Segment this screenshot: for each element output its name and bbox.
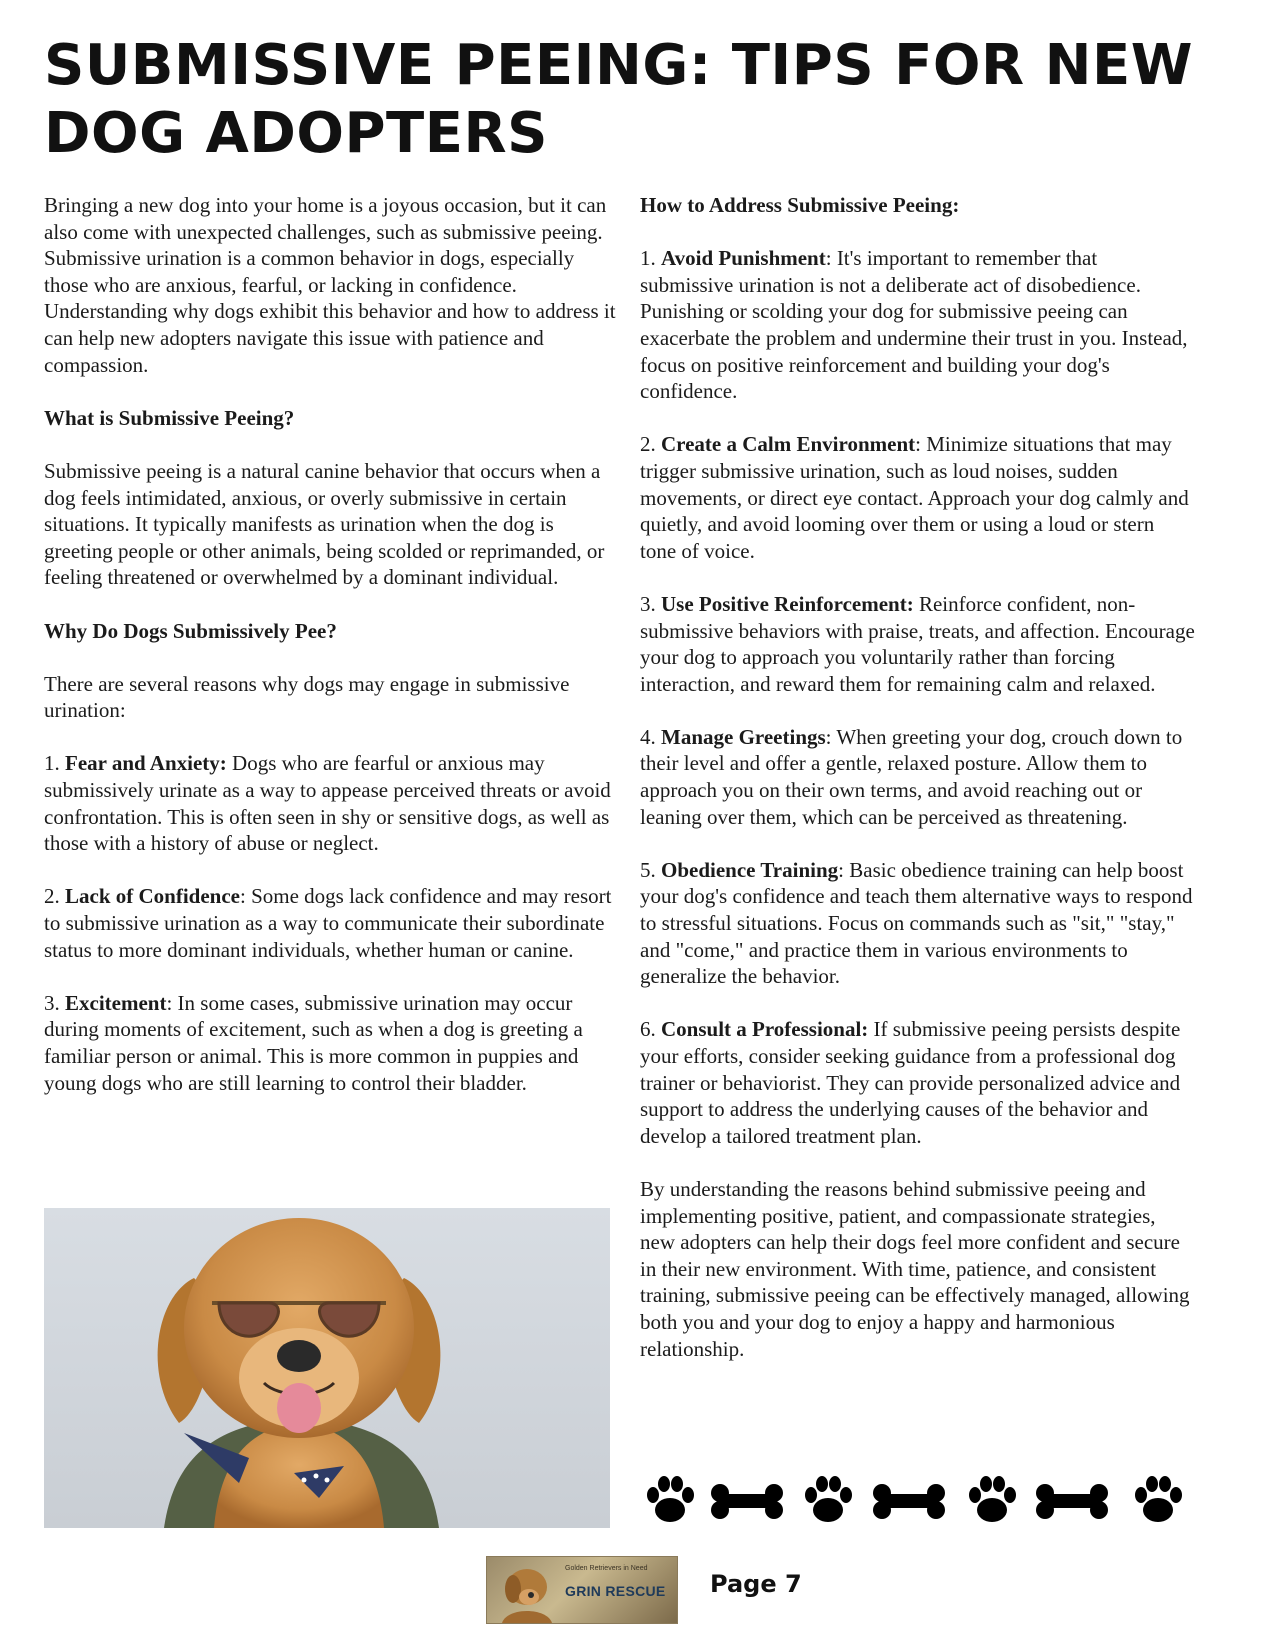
tip-item: 6. Consult a Professional: If submissive peeing persists despite your efforts, consider seeking guidance from a professional dog trainer or behaviorist. They can provide personalized advice and support to address the underlying causes of the behavior and develop a tailored treatment plan. — [640, 1017, 1181, 1148]
reason-item: 3. Excitement: In some cases, submissive urination may occur during moments of excitement, such as when a dog is greeting a familiar person or animal. This is more common in puppies and young dogs who are still learning to control their bladder. — [44, 990, 583, 1095]
grin-rescue-logo — [486, 1556, 678, 1624]
why-intro-paragraph: There are several reasons why dogs may engage in submissive urination: — [44, 671, 570, 723]
bone-icon — [711, 1484, 783, 1519]
what-paragraph: Submissive peeing is a natural canine behavior that occurs when a dog feels intimidated, anxious, or overly submissive in certain situations. It typically manifests as urination when the dog is greeting people or other animals, being scolded or reprimanded, or feeling threatened or overwhelmed by a dominant individual. — [44, 458, 605, 590]
what-heading: What is Submissive Peeing? — [44, 405, 295, 430]
paw-icon — [647, 1476, 694, 1522]
logo-brand: GRIN RESCUE — [565, 1583, 666, 1599]
paw-icon — [805, 1476, 852, 1522]
tip-item: 3. Use Positive Reinforcement: Reinforce confident, non-submissive behaviors with praise, treats, and affection. Encourage your dog to approach you voluntarily rather than forcing interaction, and reward them for remaining calm and relaxed. — [640, 591, 1195, 696]
conclusion-paragraph: By understanding the reasons behind submissive peeing and implementing positive, patient, and compassionate strategies, new adopters can help their dogs feel more confident and secure in their new environment. With time, patience, and consistent training, submissive peeing can be effectively managed, allowing both you and your dog to enjoy a happy and harmonious relationship. — [640, 1176, 1190, 1361]
tip-item: 4. Manage Greetings: When greeting your dog, crouch down to their level and offer a gentle, relaxed posture. Allow them to approach you on their own terms, and avoid reaching out or leaning over them, which can be perceived as threatening. — [640, 724, 1183, 829]
paw-icon — [969, 1476, 1016, 1522]
bone-icon — [873, 1484, 945, 1519]
how-heading: How to Address Submissive Peeing: — [640, 193, 960, 217]
page-number: Page 7 — [710, 1570, 802, 1598]
paw-bone-border — [640, 1470, 1205, 1530]
intro-paragraph: Bringing a new dog into your home is a joyous occasion, but it can also come with unexpected challenges, such as submissive peeing. Submissive urination is a common behavior in dogs, especially those who are anxious, fearful, or lacking in confidence. Understanding why dogs exhibit this behavior and how to address it can help new adopters navigate this issue with patience and compassion. — [44, 193, 616, 377]
logo-dog-icon — [487, 1557, 567, 1623]
tip-item: 5. Obedience Training: Basic obedience training can help boost your dog's confidence and teach them alternative ways to respond to stressful situations. Focus on commands such as "sit," "stay," and "come," and practice them in various environments to generalize the behavior. — [640, 857, 1193, 989]
reason-item: 2. Lack of Confidence: Some dogs lack confidence and may resort to submissive urination as a way to communicate their subordinate status to more dominant individuals, whether human or canine. — [44, 884, 612, 962]
tip-item: 1. Avoid Punishment: It's important to remember that submissive urination is not a deliberate act of disobedience. Punishing or scolding your dog for submissive peeing can exacerbate the problem and undermine their trust in you. Instead, focus on positive reinforcement and building your dog's confidence. — [640, 246, 1188, 404]
tip-item: 2. Create a Calm Environment: Minimize situations that may trigger submissive urination, such as loud noises, sudden movements, or direct eye contact. Approach your dog calmly and quietly, and avoid looming over them or using a loud or stern tone of voice. — [640, 432, 1189, 563]
right-column — [640, 192, 1195, 1389]
page-title: SUBMISSIVE PEEING: TIPS FOR NEW DOG ADOPTERS — [44, 33, 1194, 166]
golden-retriever-illustration — [44, 1208, 610, 1528]
logo-tagline: Golden Retrievers in Need — [565, 1565, 648, 1572]
bone-icon — [1036, 1484, 1108, 1519]
dog-photo — [44, 1208, 610, 1528]
paw-icon — [1135, 1476, 1182, 1522]
left-column — [44, 192, 619, 1123]
why-heading: Why Do Dogs Submissively Pee? — [44, 618, 337, 643]
reason-item: 1. Fear and Anxiety: Dogs who are fearful or anxious may submissively urinate as a way to appease perceived threats or avoid confrontation. This is often seen in shy or sensitive dogs, as well as those with a history of abuse or neglect. — [44, 751, 611, 856]
